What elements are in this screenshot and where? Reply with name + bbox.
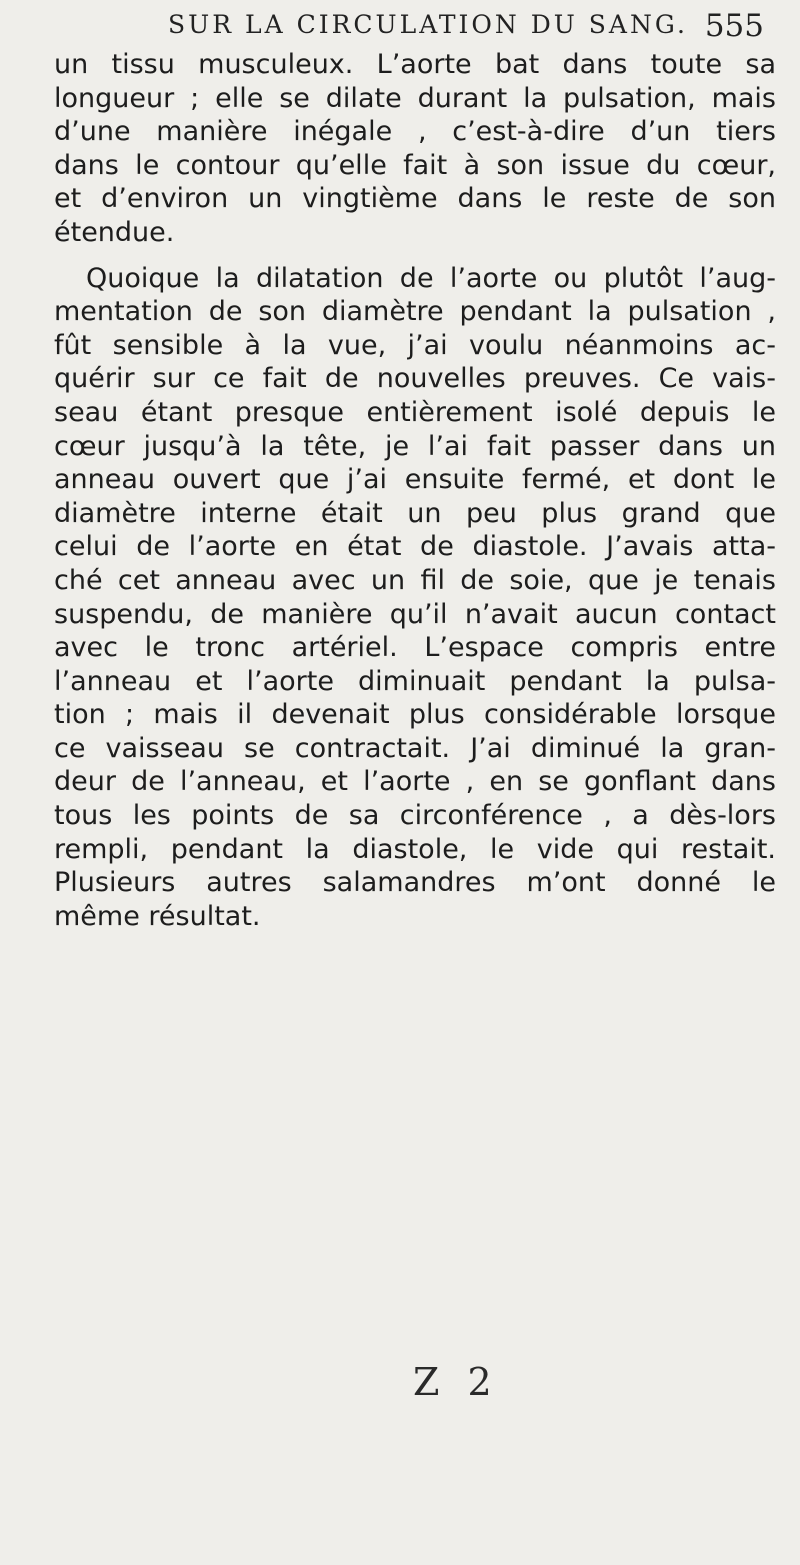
text-line: ché cet anneau avec un fil de soie, que je tenais bbox=[54, 564, 776, 596]
text-line: Quoique la dilatation de l’aorte ou plutôt l’aug- bbox=[86, 262, 776, 294]
printer-signature-mark: Z 2 bbox=[413, 1360, 500, 1404]
text-line: cœur jusqu’à la tête, je l’ai fait passer dans un bbox=[54, 430, 776, 462]
text-line: celui de l’aorte en état de diastole. J’avais atta- bbox=[54, 531, 776, 563]
text-line: étendue. bbox=[54, 216, 175, 248]
text-line: suspendu, de manière qu’il n’avait aucun contact bbox=[54, 598, 776, 630]
text-line: seau étant presque entièrement isolé depuis le bbox=[54, 396, 776, 428]
page-number: 555 bbox=[704, 8, 764, 44]
text-line: quérir sur ce fait de nouvelles preuves. Ce vais- bbox=[54, 363, 776, 395]
text-line: longueur ; elle se dilate durant la pulsation, mais bbox=[54, 82, 776, 114]
running-title: SUR LA CIRCULATION DU SANG. bbox=[168, 10, 688, 39]
text-line: fût sensible à la vue, j’ai voulu néanmoins ac- bbox=[54, 329, 776, 361]
text-line: l’anneau et l’aorte diminuait pendant la pulsa- bbox=[54, 665, 776, 697]
body-text bbox=[54, 48, 776, 933]
text-line: deur de l’anneau, et l’aorte , en se gonflant dans bbox=[54, 766, 776, 798]
text-line: ce vaisseau se contractait. J’ai diminué la gran- bbox=[54, 732, 776, 764]
text-line: Plusieurs autres salamandres m’ont donné le bbox=[54, 867, 776, 899]
text-line: tion ; mais il devenait plus considérable lorsque bbox=[54, 699, 776, 731]
text-line: mentation de son diamètre pendant la pulsation , bbox=[54, 296, 776, 328]
paragraph bbox=[54, 48, 776, 250]
text-line: un tissu musculeux. L’aorte bat dans toute sa bbox=[54, 49, 776, 80]
text-line: même résultat. bbox=[54, 900, 261, 932]
text-line: diamètre interne était un peu plus grand que bbox=[54, 497, 776, 529]
text-line: dans le contour qu’elle fait à son issue du cœur, bbox=[54, 149, 776, 181]
text-line: d’une manière inégale , c’est-à-dire d’un tiers bbox=[54, 116, 776, 148]
text-line: anneau ouvert que j’ai ensuite fermé, et dont le bbox=[54, 464, 776, 496]
text-line: avec le tronc artériel. L’espace compris entre bbox=[54, 632, 776, 664]
paragraph bbox=[54, 262, 776, 934]
text-line: tous les points de sa circonférence , a dès-lors bbox=[54, 800, 776, 832]
text-line: rempli, pendant la diastole, le vide qui restait. bbox=[54, 833, 776, 865]
text-line: et d’environ un vingtième dans le reste de son bbox=[54, 183, 776, 215]
running-header bbox=[168, 4, 768, 44]
